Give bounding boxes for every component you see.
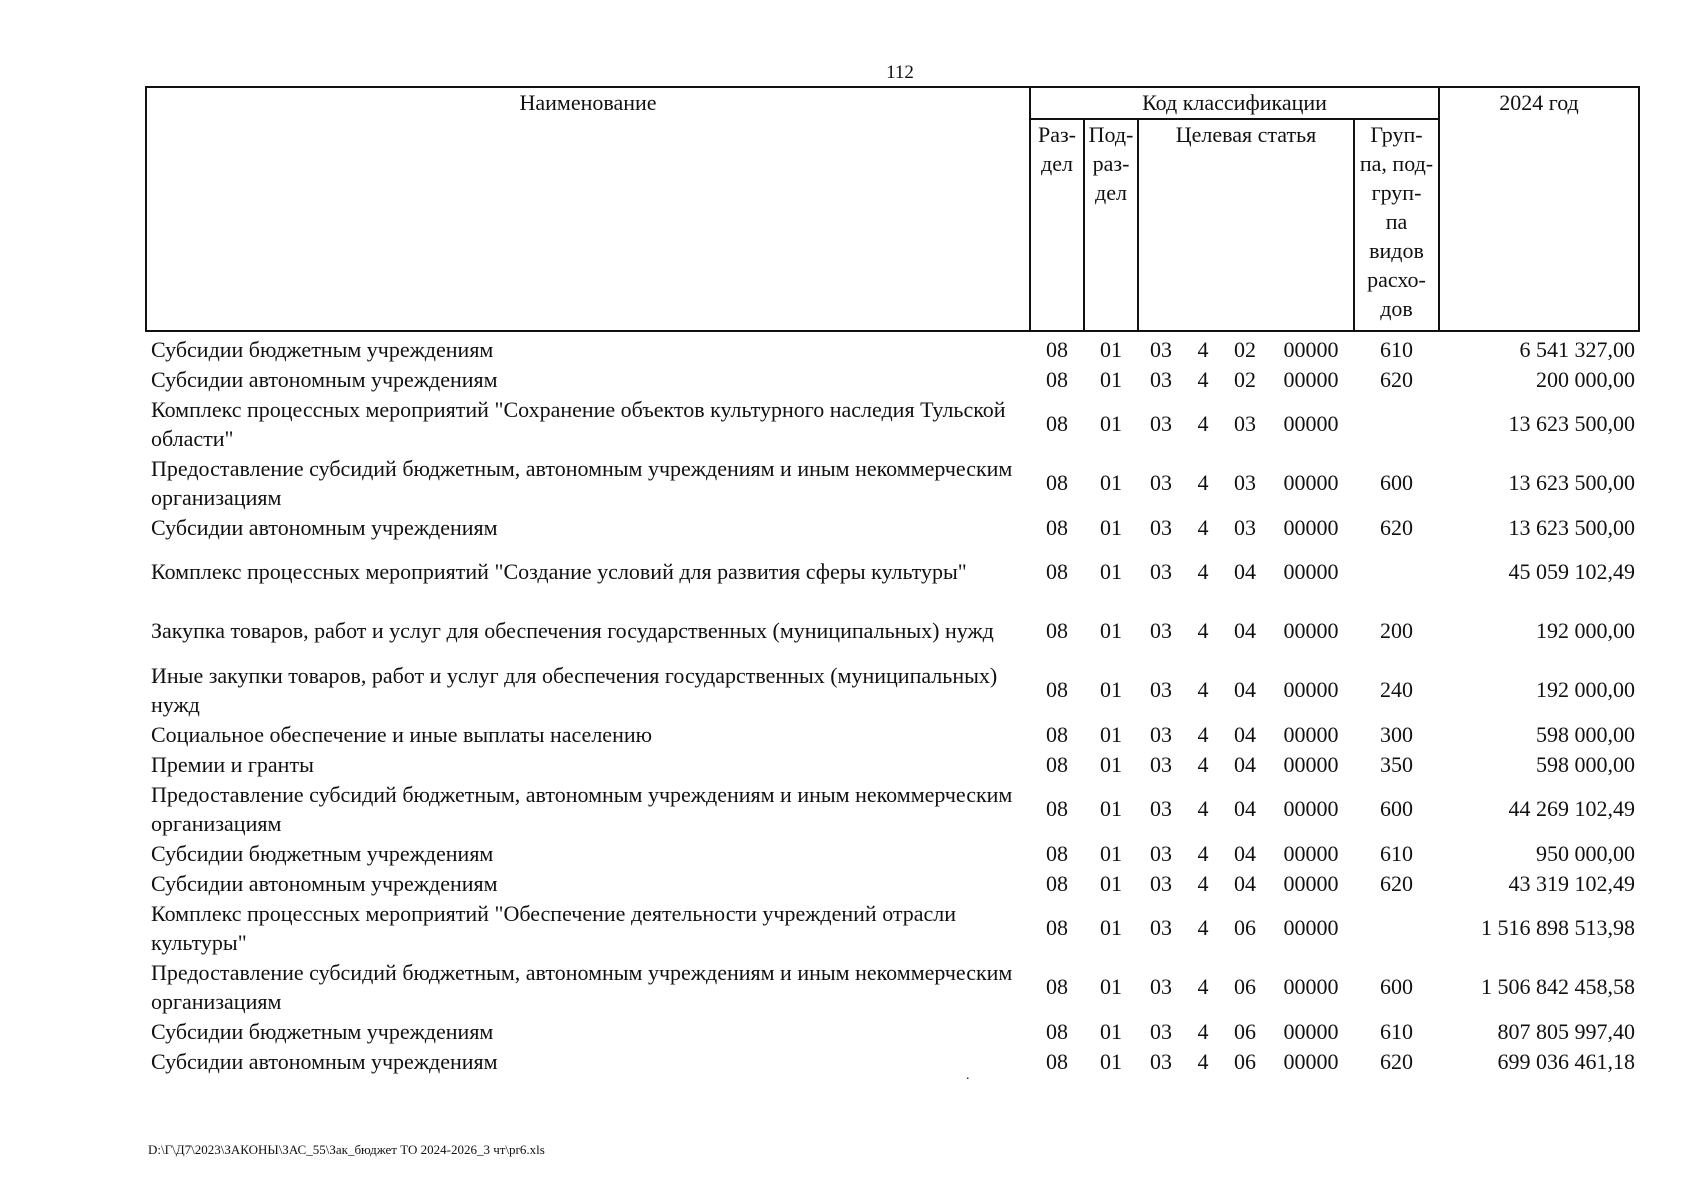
table-row: [146, 331, 1639, 364]
row-podrazdel: 01: [1100, 870, 1122, 896]
row-ts1: 03: [1150, 1018, 1172, 1044]
row-group: 610: [1380, 1018, 1413, 1044]
row-ts1: 03: [1150, 618, 1172, 643]
row-razdel: 08: [1046, 411, 1068, 436]
row-ts1: 03: [1150, 870, 1172, 896]
row-name: Субсидии автономным учреждениям: [151, 870, 498, 896]
row-name: Комплекс процессных мероприятий "Создание условий для развития сферы культуры": [151, 559, 967, 584]
row-name: Субсидии автономным учреждениям: [151, 1048, 498, 1074]
row-razdel: 08: [1046, 796, 1068, 821]
row-amount: 807 805 997,40: [1497, 1018, 1635, 1044]
row-podrazdel: 01: [1100, 974, 1122, 999]
budget-table: [145, 86, 1640, 1076]
row-name: Закупка товаров, работ и услуг для обеспечения государственных (муниципальных) нужд: [151, 618, 994, 643]
row-podrazdel: 01: [1100, 470, 1122, 495]
row-podrazdel: 01: [1100, 514, 1122, 540]
row-razdel: 08: [1046, 1018, 1068, 1044]
row-ts3: 03: [1234, 514, 1256, 540]
table-row: [146, 779, 1639, 838]
row-name: Премии и гранты: [151, 751, 314, 777]
table-row: [146, 542, 1639, 601]
row-name: Субсидии автономным учреждениям: [151, 514, 498, 540]
row-ts4: 00000: [1283, 1048, 1339, 1074]
header-classification: Код классификации: [1030, 87, 1439, 119]
row-razdel: 08: [1046, 559, 1068, 584]
row-ts3: 04: [1234, 618, 1256, 643]
row-podrazdel: 01: [1100, 411, 1122, 436]
row-group: [1354, 542, 1439, 601]
header-razdel: Раз- дел: [1030, 119, 1084, 331]
row-ts2: 4: [1197, 840, 1209, 866]
row-amount: 950 000,00: [1536, 840, 1635, 866]
row-ts2: 4: [1197, 1048, 1209, 1074]
row-amount: 45 059 102,49: [1508, 559, 1635, 584]
row-group: 620: [1380, 366, 1413, 392]
row-razdel: 08: [1046, 870, 1068, 896]
row-podrazdel: 01: [1100, 915, 1122, 940]
table-header: [146, 87, 1639, 331]
row-group: 350: [1380, 751, 1413, 777]
row-name: Субсидии бюджетным учреждениям: [151, 336, 494, 362]
row-ts4: 00000: [1283, 336, 1339, 362]
header-year: 2024 год: [1439, 87, 1639, 331]
row-ts1: 03: [1150, 514, 1172, 540]
row-ts4: 00000: [1283, 721, 1339, 747]
row-group: 620: [1380, 870, 1413, 896]
row-ts4: 00000: [1283, 796, 1339, 821]
row-ts1: 03: [1150, 677, 1172, 702]
row-razdel: 08: [1046, 915, 1068, 940]
row-group: 300: [1380, 721, 1413, 747]
page-number: 112: [886, 62, 914, 83]
row-group: 600: [1380, 796, 1413, 821]
row-name: Субсидии бюджетным учреждениям: [151, 1018, 494, 1044]
row-ts3: 06: [1234, 974, 1256, 999]
header-target-article: Целевая статья: [1138, 119, 1354, 331]
table-body: [146, 331, 1639, 1076]
table-row: [146, 719, 1639, 749]
row-ts1: 03: [1150, 366, 1172, 392]
row-amount: 192 000,00: [1536, 618, 1635, 643]
row-ts4: 00000: [1283, 677, 1339, 702]
row-ts2: 4: [1197, 751, 1209, 777]
row-podrazdel: 01: [1100, 721, 1122, 747]
table-row: [146, 1046, 1639, 1076]
row-amount: 598 000,00: [1536, 751, 1635, 777]
table-row: [146, 660, 1639, 719]
row-ts1: 03: [1150, 840, 1172, 866]
row-amount: 13 623 500,00: [1508, 411, 1635, 436]
row-ts1: 03: [1150, 974, 1172, 999]
row-ts2: 4: [1197, 974, 1209, 999]
row-razdel: 08: [1046, 677, 1068, 702]
table-row: [146, 394, 1639, 453]
row-ts1: 03: [1150, 915, 1172, 940]
row-podrazdel: 01: [1100, 1048, 1122, 1074]
row-podrazdel: 01: [1100, 796, 1122, 821]
row-podrazdel: 01: [1100, 559, 1122, 584]
row-ts4: 00000: [1283, 840, 1339, 866]
table-row: [146, 749, 1639, 779]
row-group: 620: [1380, 514, 1413, 540]
row-amount: 6 541 327,00: [1519, 336, 1635, 362]
row-ts2: 4: [1197, 366, 1209, 392]
row-ts3: 04: [1234, 870, 1256, 896]
row-razdel: 08: [1046, 721, 1068, 747]
table-row: [146, 898, 1639, 957]
row-amount: 699 036 461,18: [1497, 1048, 1635, 1074]
row-ts3: 02: [1234, 336, 1256, 362]
header-group: Груп- па, под- груп- па видов расхо- дов: [1354, 119, 1439, 331]
footer-file-path: D:\Г\Д7\2023\ЗАКОНЫ\ЗАС_55\Зак_бюджет ТО 2024-2026_3 чт\pr6.xls: [148, 1142, 545, 1157]
row-ts4: 00000: [1283, 974, 1339, 999]
row-ts3: 06: [1234, 1018, 1256, 1044]
row-ts3: 04: [1234, 721, 1256, 747]
row-ts3: 03: [1234, 470, 1256, 495]
row-ts3: 04: [1234, 796, 1256, 821]
row-ts4: 00000: [1283, 559, 1339, 584]
row-ts4: 00000: [1283, 366, 1339, 392]
table-row: [146, 838, 1639, 868]
row-ts2: 4: [1197, 559, 1209, 584]
row-ts2: 4: [1197, 618, 1209, 643]
row-ts1: 03: [1150, 336, 1172, 362]
row-razdel: 08: [1046, 840, 1068, 866]
row-name: Субсидии бюджетным учреждениям: [151, 840, 494, 866]
row-amount: 1 516 898 513,98: [1481, 915, 1635, 940]
table-row: [146, 364, 1639, 394]
row-name: Социальное обеспечение и иные выплаты населению: [151, 721, 653, 747]
row-ts4: 00000: [1283, 411, 1339, 436]
row-group: 620: [1380, 1048, 1413, 1074]
row-ts2: 4: [1197, 336, 1209, 362]
row-podrazdel: 01: [1100, 618, 1122, 643]
row-ts2: 4: [1197, 870, 1209, 896]
row-podrazdel: 01: [1100, 751, 1122, 777]
row-razdel: 08: [1046, 470, 1068, 495]
row-podrazdel: 01: [1100, 840, 1122, 866]
row-ts4: 00000: [1283, 514, 1339, 540]
row-ts1: 03: [1150, 559, 1172, 584]
row-ts1: 03: [1150, 721, 1172, 747]
row-ts3: 06: [1234, 1048, 1256, 1074]
row-ts2: 4: [1197, 915, 1209, 940]
row-amount: 13 623 500,00: [1508, 514, 1635, 540]
row-razdel: 08: [1046, 751, 1068, 777]
row-ts2: 4: [1197, 721, 1209, 747]
row-group: 600: [1380, 974, 1413, 999]
row-razdel: 08: [1046, 1048, 1068, 1074]
row-podrazdel: 01: [1100, 677, 1122, 702]
row-ts4: 00000: [1283, 751, 1339, 777]
row-ts3: 04: [1234, 751, 1256, 777]
row-ts4: 00000: [1283, 915, 1339, 940]
row-amount: 192 000,00: [1536, 677, 1635, 702]
row-amount: 598 000,00: [1536, 721, 1635, 747]
row-name: Комплекс процессных мероприятий "Сохранение объектов культурного наследия Тульской области": [151, 396, 1006, 451]
row-podrazdel: 01: [1100, 1018, 1122, 1044]
row-ts1: 03: [1150, 796, 1172, 821]
row-ts3: 04: [1234, 840, 1256, 866]
row-amount: 13 623 500,00: [1508, 470, 1635, 495]
row-ts4: 00000: [1283, 870, 1339, 896]
row-ts2: 4: [1197, 1018, 1209, 1044]
row-name: Предоставление субсидий бюджетным, автономным учреждениям и иным некоммерческим организациям: [151, 455, 1013, 510]
row-podrazdel: 01: [1100, 366, 1122, 392]
row-razdel: 08: [1046, 618, 1068, 643]
table-row: [146, 868, 1639, 898]
row-ts4: 00000: [1283, 1018, 1339, 1044]
row-razdel: 08: [1046, 336, 1068, 362]
row-group: 240: [1380, 677, 1413, 702]
row-razdel: 08: [1046, 514, 1068, 540]
row-group: [1354, 898, 1439, 957]
row-ts1: 03: [1150, 751, 1172, 777]
row-ts2: 4: [1197, 796, 1209, 821]
row-group: 610: [1380, 336, 1413, 362]
row-group: 610: [1380, 840, 1413, 866]
row-ts3: 02: [1234, 366, 1256, 392]
header-name: Наименование: [146, 87, 1030, 331]
row-ts4: 00000: [1283, 470, 1339, 495]
row-name: Предоставление субсидий бюджетным, автономным учреждениям и иным некоммерческим организациям: [151, 781, 1013, 836]
row-group: 200: [1380, 618, 1413, 643]
row-podrazdel: 01: [1100, 336, 1122, 362]
row-name: Комплекс процессных мероприятий "Обеспечение деятельности учреждений отрасли культуры": [151, 900, 957, 955]
stray-dot: .: [966, 1068, 970, 1083]
row-ts1: 03: [1150, 411, 1172, 436]
row-name: Предоставление субсидий бюджетным, автономным учреждениям и иным некоммерческим организациям: [151, 959, 1013, 1014]
row-group: 600: [1380, 470, 1413, 495]
row-amount: 1 506 842 458,58: [1481, 974, 1635, 999]
table-row: [146, 601, 1639, 660]
row-razdel: 08: [1046, 366, 1068, 392]
row-ts2: 4: [1197, 677, 1209, 702]
row-ts3: 03: [1234, 411, 1256, 436]
row-ts4: 00000: [1283, 618, 1339, 643]
row-amount: 200 000,00: [1536, 366, 1635, 392]
row-razdel: 08: [1046, 974, 1068, 999]
table-row: [146, 957, 1639, 1016]
row-ts3: 06: [1234, 915, 1256, 940]
row-ts2: 4: [1197, 470, 1209, 495]
row-ts3: 04: [1234, 677, 1256, 702]
row-group: [1354, 394, 1439, 453]
table-row: [146, 1016, 1639, 1046]
header-podrazdel: Под- раз- дел: [1084, 119, 1138, 331]
row-ts1: 03: [1150, 1048, 1172, 1074]
table-row: [146, 453, 1639, 512]
row-ts1: 03: [1150, 470, 1172, 495]
row-name: Субсидии автономным учреждениям: [151, 366, 498, 392]
row-amount: 43 319 102,49: [1508, 870, 1635, 896]
row-ts3: 04: [1234, 559, 1256, 584]
row-ts2: 4: [1197, 411, 1209, 436]
table-row: [146, 512, 1639, 542]
row-amount: 44 269 102,49: [1508, 796, 1635, 821]
row-name: Иные закупки товаров, работ и услуг для обеспечения государственных (муниципальных) нужд: [151, 662, 998, 717]
row-ts2: 4: [1197, 514, 1209, 540]
